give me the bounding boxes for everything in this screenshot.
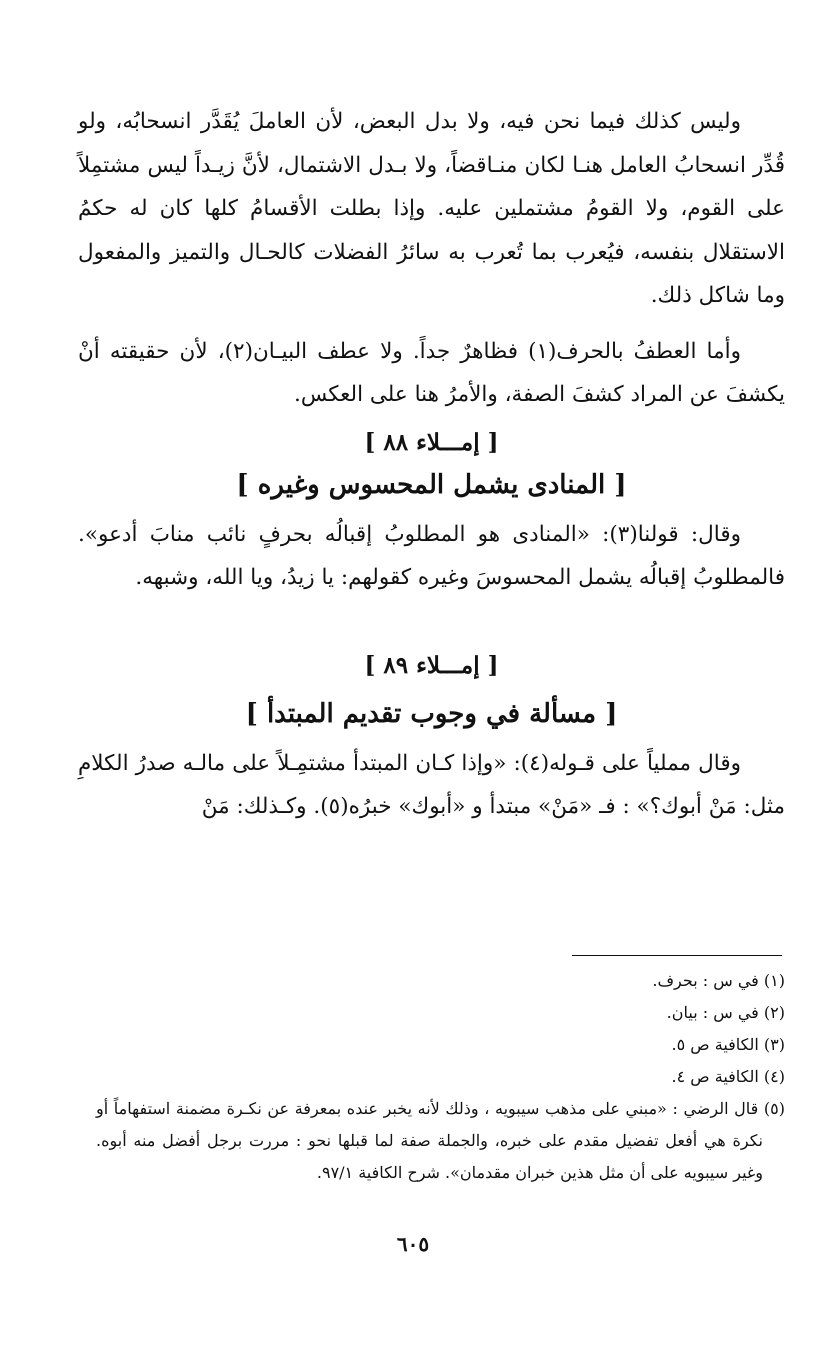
paragraph-1: وليس كذلك فيما نحن فيه، ولا بدل البعض، لأن العاملَ يُقَدَّر انسحابُه، ولو قُدِّر انسحابُ العامل هنـا لكان منـاقضاً، ولا بـدل الاشتمال، لأنَّ زيـداً ليس مشتمِلاً على القوم، ولا القومُ مشتملين عليه. وإذا بطلت الأقسامُ كلها كان له حكمُ الاستقلال بنفسه، فيُعرب بما تُعرب به سائرُ الفضلات كالحـال والتميز والمفعول وما شاكل ذلك. bbox=[78, 109, 785, 308]
paragraph-2: وأما العطفُ بالحرف(١) فظاهرٌ جداً. ولا عطف البيـان(٢)، لأن حقيقته أنْ يكشفَ عن المراد كشفَ الصفة، والأمرُ هنا على العكس. bbox=[78, 338, 785, 407]
footnote-separator bbox=[572, 955, 782, 956]
section-title-88: [ المنادى يشمل المحسوس وغيره ] bbox=[236, 469, 627, 500]
paragraph-3: وقال: قولنا(٣): «المنادى هو المطلوبُ إقبالُه بحرفٍ نائب منابَ أدعو». فالمطلوبُ إقبالُه يشمل المحسوسَ وغيره كقولهم: يا زيدُ، ويا الله، وشبهه. bbox=[78, 521, 785, 590]
footnotes bbox=[96, 965, 785, 1189]
page-number: ٦٠٥ bbox=[396, 1232, 430, 1256]
footnote-5: (٥) قال الرضي : «مبني على مذهب سيبويه ، وذلك لأنه يخبر عنده بمعرفة عن نكـرة مضمنة استفهاماً أو نكرة هي أفعل تفضيل مقدم على خبره، والجملة صفة لما قبلها نحو : مررت برجل أفضل منه أبوه. وغير سيبويه على أن مثل هذين خبران مقدمان». شرح الكافية ٩٧/١. bbox=[96, 1099, 785, 1182]
imla-89-heading: [ إمـــلاء ٨٩ ] bbox=[364, 651, 499, 679]
imla-88-heading: [ إمـــلاء ٨٨ ] bbox=[364, 428, 499, 456]
footnote-3: (٣) الكافية ص ٥. bbox=[671, 1035, 785, 1054]
footnote-4: (٤) الكافية ص ٤. bbox=[671, 1067, 785, 1086]
page-body bbox=[78, 100, 785, 829]
footnote-1: (١) في س : بحرف. bbox=[652, 971, 785, 990]
paragraph-4: وقال مملياً على قـوله(٤): «وإذا كـان المبتدأ مشتمِـلاً على مالـه صدرُ الكلامِ مثل: مَنْ أبوك؟» : فـ «مَنْ» مبتدأ و «أبوك» خبرُه(٥). وكـذلك: مَنْ bbox=[78, 750, 785, 819]
section-title-89: [ مسألة في وجوب تقديم المبتدأ ] bbox=[245, 698, 618, 729]
footnote-2: (٢) في س : بيان. bbox=[666, 1003, 785, 1022]
